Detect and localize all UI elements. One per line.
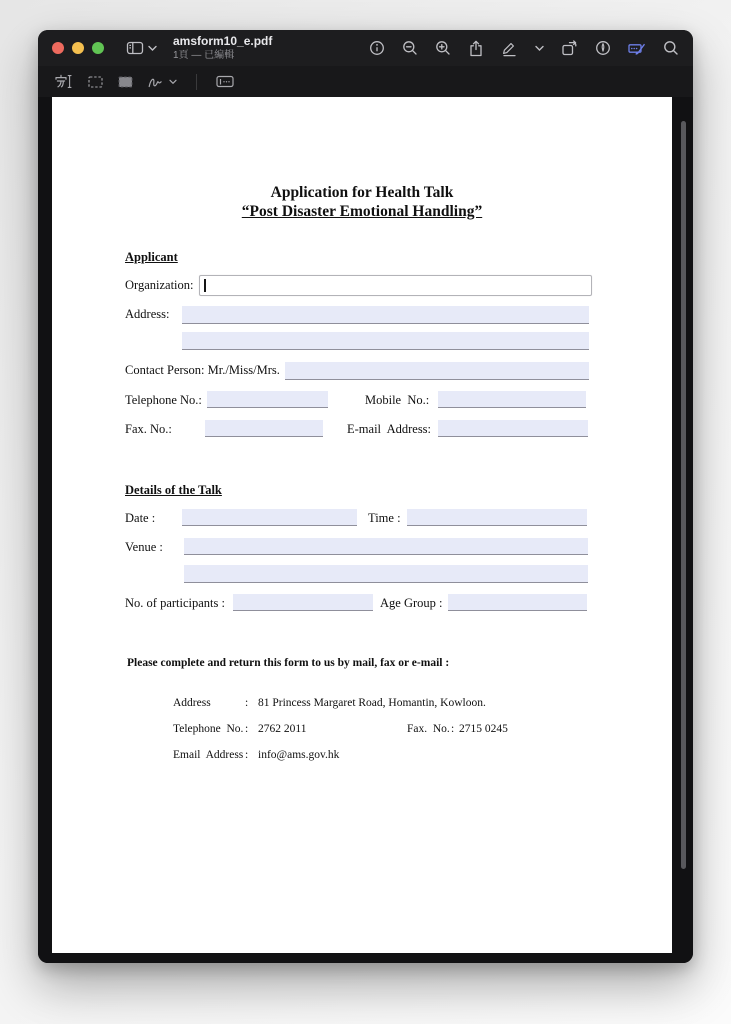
window-title <box>173 35 272 60</box>
date-field[interactable] <box>182 509 357 526</box>
text-caret <box>204 279 206 292</box>
preview-window <box>38 30 693 963</box>
zoom-window-button[interactable] <box>92 42 104 54</box>
office-email-value: info@ams.gov.hk <box>258 749 340 761</box>
pdf-view <box>38 97 693 963</box>
close-button[interactable] <box>52 42 64 54</box>
venue-field-1[interactable] <box>184 538 588 555</box>
date-label: Date : <box>125 511 156 525</box>
form-fill-icon[interactable] <box>628 40 646 56</box>
telephone-label: Telephone No.: <box>125 393 202 407</box>
email-label: E-mail Address: <box>347 422 432 436</box>
signature-icon[interactable] <box>148 75 177 89</box>
participants-label: No. of participants : <box>125 596 225 610</box>
chevron-down-icon[interactable] <box>148 45 157 52</box>
rotate-icon[interactable] <box>561 40 578 57</box>
fax-field[interactable] <box>205 420 323 437</box>
traffic-lights <box>52 42 104 54</box>
office-fax-label: Fax. No. <box>407 723 450 735</box>
address-field-2[interactable] <box>182 332 589 350</box>
info-icon[interactable] <box>369 40 385 56</box>
office-fax-value: 2715 0245 <box>459 723 508 735</box>
venue-label: Venue : <box>125 540 163 554</box>
organization-input[interactable] <box>199 275 592 296</box>
pdf-page <box>52 97 672 953</box>
search-icon[interactable] <box>663 40 679 56</box>
email-field[interactable] <box>438 420 588 437</box>
venue-field-2[interactable] <box>184 565 588 583</box>
pen-nib-circle-icon[interactable] <box>595 40 611 56</box>
age-group-label: Age Group : <box>380 596 443 610</box>
markup-pen-icon[interactable] <box>501 40 518 57</box>
redact-icon[interactable] <box>118 76 133 88</box>
address-field-1[interactable] <box>182 306 589 324</box>
zoom-in-icon[interactable] <box>435 40 451 56</box>
chevron-down-icon[interactable] <box>535 45 544 52</box>
zoom-out-icon[interactable] <box>402 40 418 56</box>
sidebar-icon[interactable] <box>126 40 144 56</box>
details-heading: Details of the Talk <box>125 483 222 497</box>
office-email-label: Email Address <box>173 749 244 761</box>
text-select-icon[interactable] <box>54 74 73 89</box>
rect-select-icon[interactable] <box>88 76 103 88</box>
colon: : <box>245 749 249 761</box>
fax-label: Fax. No.: <box>125 422 172 436</box>
toolbar-divider <box>196 74 197 90</box>
office-telephone-value: 2762 2011 <box>258 723 307 735</box>
text-field-icon[interactable] <box>216 75 234 88</box>
office-telephone-label: Telephone No. <box>173 723 244 735</box>
minimize-button[interactable] <box>72 42 84 54</box>
vertical-scrollbar[interactable] <box>681 121 686 869</box>
form-title-line1: Application for Health Talk <box>270 184 454 201</box>
return-instruction: Please complete and return this form to us by mail, fax or e-mail : <box>127 657 450 669</box>
colon: : <box>245 723 249 735</box>
office-address-value: 81 Princess Margaret Road, Homantin, Kowloon. <box>258 697 486 709</box>
form-title-line2: “Post Disaster Emotional Handling” <box>241 203 483 220</box>
file-name: amsform10_e.pdf <box>173 34 273 49</box>
contact-person-field[interactable] <box>285 362 589 380</box>
time-field[interactable] <box>407 509 587 526</box>
form-title <box>52 183 672 221</box>
telephone-field[interactable] <box>207 391 328 408</box>
mobile-field[interactable] <box>438 391 586 408</box>
organization-label: Organization: <box>125 278 194 292</box>
time-label: Time : <box>368 511 401 525</box>
contact-person-label: Contact Person: Mr./Miss/Mrs. <box>125 363 280 377</box>
address-label: Address: <box>125 307 170 321</box>
age-group-field[interactable] <box>448 594 587 611</box>
participants-field[interactable] <box>233 594 373 611</box>
colon: : <box>245 697 249 709</box>
office-address-label: Address <box>173 697 211 709</box>
title-bar <box>38 30 693 66</box>
share-icon[interactable] <box>468 40 484 57</box>
mobile-label: Mobile No.: <box>365 393 430 407</box>
markup-toolbar <box>38 66 693 97</box>
colon: : <box>451 723 455 735</box>
file-status: 1頁 — 已編輯 <box>173 49 235 61</box>
applicant-heading: Applicant <box>125 250 178 264</box>
